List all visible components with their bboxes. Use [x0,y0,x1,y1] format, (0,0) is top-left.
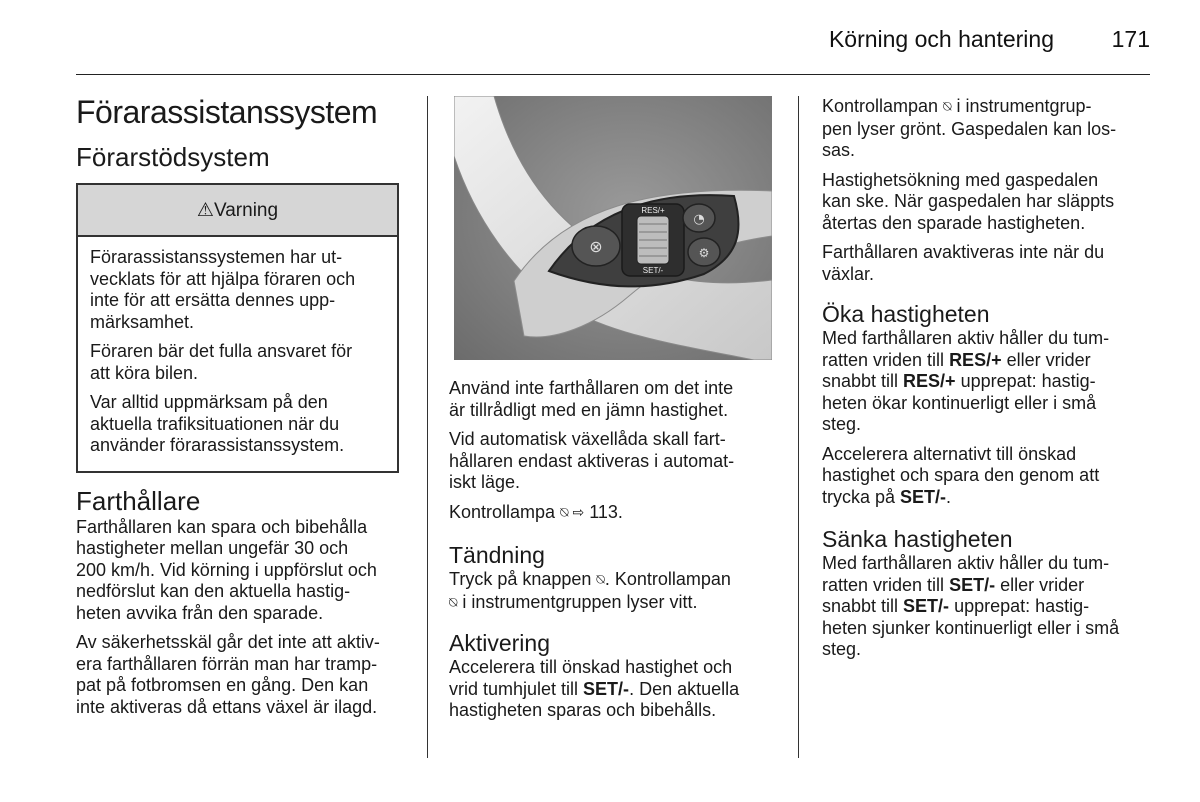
warning-paragraph [90,341,385,384]
text: ratten vriden till [822,349,950,370]
text-line: steg. [822,639,862,659]
text-line: Farthållaren kan spara och bibehålla [76,516,368,537]
text-line: återtas den sparade hastigheten. [822,212,1086,233]
text-line: Var alltid uppmärksam på den [90,392,328,412]
text-line: Vid automatisk växellåda skall fart- [449,429,726,449]
svg-text:⚙: ⚙ [698,246,710,260]
text-line: Föraren bär det fulla ansvaret för [90,341,353,361]
text: Tryck på knappen [449,569,597,589]
text: 113. [584,501,623,522]
text-line: är tillrådligt med en jämn hastighet. [449,399,729,420]
text-line: Av säkerhetsskäl går det inte att aktiv- [76,632,380,652]
text-line: Farthållaren avaktiveras inte när du [822,242,1105,262]
page-number: 171 [1111,26,1150,52]
text: . [946,486,952,507]
text-line: använder förarassistanssystem. [90,435,345,455]
text: vrid tumhjulet till [449,678,584,699]
paragraph [449,429,779,494]
text-line: hållaren endast aktiveras i automat- [449,450,735,471]
paragraph [449,569,779,614]
paragraph [449,657,779,722]
svg-text:⊗: ⊗ [589,237,603,256]
text: snabbt till [822,596,904,616]
text-line [822,350,1152,372]
text-line: heten ökar kontinuerligt eller i små [822,392,1097,413]
warning-paragraph [90,392,385,457]
column-1 [76,93,406,726]
text-line [449,592,779,615]
text-line [449,502,779,525]
text-line: heten sjunker kontinuerligt eller i små [822,617,1120,638]
bold-text: SET/- [900,486,947,507]
paragraph [449,378,779,421]
text-line: hastigheten sparas och bibehålls. [449,700,717,720]
text-line: nedförslut kan den aktuella hastig- [76,581,351,601]
text-line: 200 km/h. Vid körning i uppförslut och [76,559,377,580]
sanka-hastigheten-heading: Sänka hastigheten [822,526,1013,552]
cruise-control-icon: ⍉ [449,594,458,611]
cruise-control-icon: ⍉ [596,572,605,588]
header-rule [76,74,1150,75]
text-line: Hastighetsökning med gaspedalen [822,169,1099,190]
farthallare-paragraph-1 [76,517,406,625]
warning-box [76,183,399,473]
warning-body [78,237,397,471]
text-line: hastigheter mellan ungefär 30 och [76,538,349,558]
text-line: vecklats för att hjälpa föraren och [90,268,356,289]
text-line: aktuella trafiksituationen när du [90,413,340,434]
text-line [822,575,1152,597]
bold-text: SET/- [903,596,950,616]
text-line [449,569,779,592]
text: upprepat: hastig- [955,371,1096,391]
paragraph [822,553,1152,661]
text: Kontrollampa [449,501,561,522]
text-line: Använd inte farthållaren om det inte [449,378,734,398]
paragraph [822,444,1152,509]
text-line: iskt läge. [449,472,521,492]
text: i instrumentgrup- [951,96,1092,116]
paragraph [822,96,1152,162]
aktivering-heading: Aktivering [449,630,550,656]
text-line: hastighet och spara den genom att [822,465,1100,485]
text-line: sas. [822,140,856,160]
text-line: märksamhet. [90,311,195,332]
text: snabbt till [822,371,904,391]
tandning-heading: Tändning [449,542,545,568]
subsection-title: Förarstödsystem [76,142,270,172]
column-divider-1 [427,96,428,758]
text-line: Förarassistanssystemen har ut- [90,247,343,267]
paragraph [822,328,1152,436]
warning-triangle-icon: ⚠ [196,199,214,221]
section-title: Förarassistanssystem [76,94,378,130]
text-line: inte för att ersätta dennes upp- [90,290,336,310]
text-line [822,371,1152,393]
text-line: Med farthållaren aktiv håller du tum- [822,328,1110,348]
text: . Den aktuella [629,678,740,699]
text-line: heten avvika från den sparade. [76,602,324,623]
text-line: Accelerera till önskad hastighet och [449,657,733,677]
bold-text: SET/- [949,574,996,595]
text-line: steg. [822,414,862,434]
text-line: pat på fotbromsen en gång. Den kan [76,675,369,695]
text: i instrumentgruppen lyser vitt. [457,591,698,612]
text-line: att köra bilen. [90,362,199,383]
paragraph [822,170,1152,235]
cruise-control-icon: ⍉ [943,99,952,115]
column-divider-2 [798,96,799,758]
paragraph [822,242,1152,285]
warning-paragraph [90,247,385,333]
text: trycka på [822,486,901,507]
text-line: växlar. [822,263,875,284]
cruise-control-icon: ⍉ [560,504,569,521]
set-minus-label: SET/- [642,266,664,275]
bold-text: RES/+ [903,371,956,391]
text-line: pen lyser grönt. Gaspedalen kan los- [822,118,1117,139]
text-line: Accelerera alternativt till önskad [822,443,1077,464]
column-2 [449,378,779,730]
text-line: era farthållaren förrän man har tramp- [76,653,378,674]
text-line: inte aktiveras då ettans växel är ilagd. [76,696,378,717]
bold-text: RES/+ [949,349,1002,370]
text-line: kan ske. När gaspedalen har släppts [822,191,1115,211]
text-line [449,679,779,701]
farthallare-heading: Farthållare [76,485,201,516]
farthallare-paragraph-2 [76,632,406,718]
res-plus-label: RES/+ [641,206,665,215]
oka-hastigheten-heading: Öka hastigheten [822,301,990,327]
text-line [822,96,1152,119]
text: . Kontrollampan [604,569,731,589]
text-line [822,487,1152,509]
text: eller vrider [1001,349,1091,370]
running-header-title: Körning och hantering [828,26,1054,52]
paragraph [449,502,779,525]
svg-text:◔: ◔ [693,212,705,227]
bold-text: SET/- [583,678,630,699]
text: Kontrollampan [822,96,944,116]
page-reference-arrow-icon: ⇨ [572,504,585,521]
warning-label: Varning [213,200,279,221]
column-3 [822,96,1152,669]
warning-header [78,185,397,237]
text: ratten vriden till [822,574,950,595]
text: eller vrider [995,574,1085,595]
text: upprepat: hastig- [949,596,1090,616]
text-line: Med farthållaren aktiv håller du tum- [822,553,1110,573]
steering-wheel-svg [454,96,772,360]
steering-wheel-illustration [454,96,772,360]
text-line [822,596,1152,618]
